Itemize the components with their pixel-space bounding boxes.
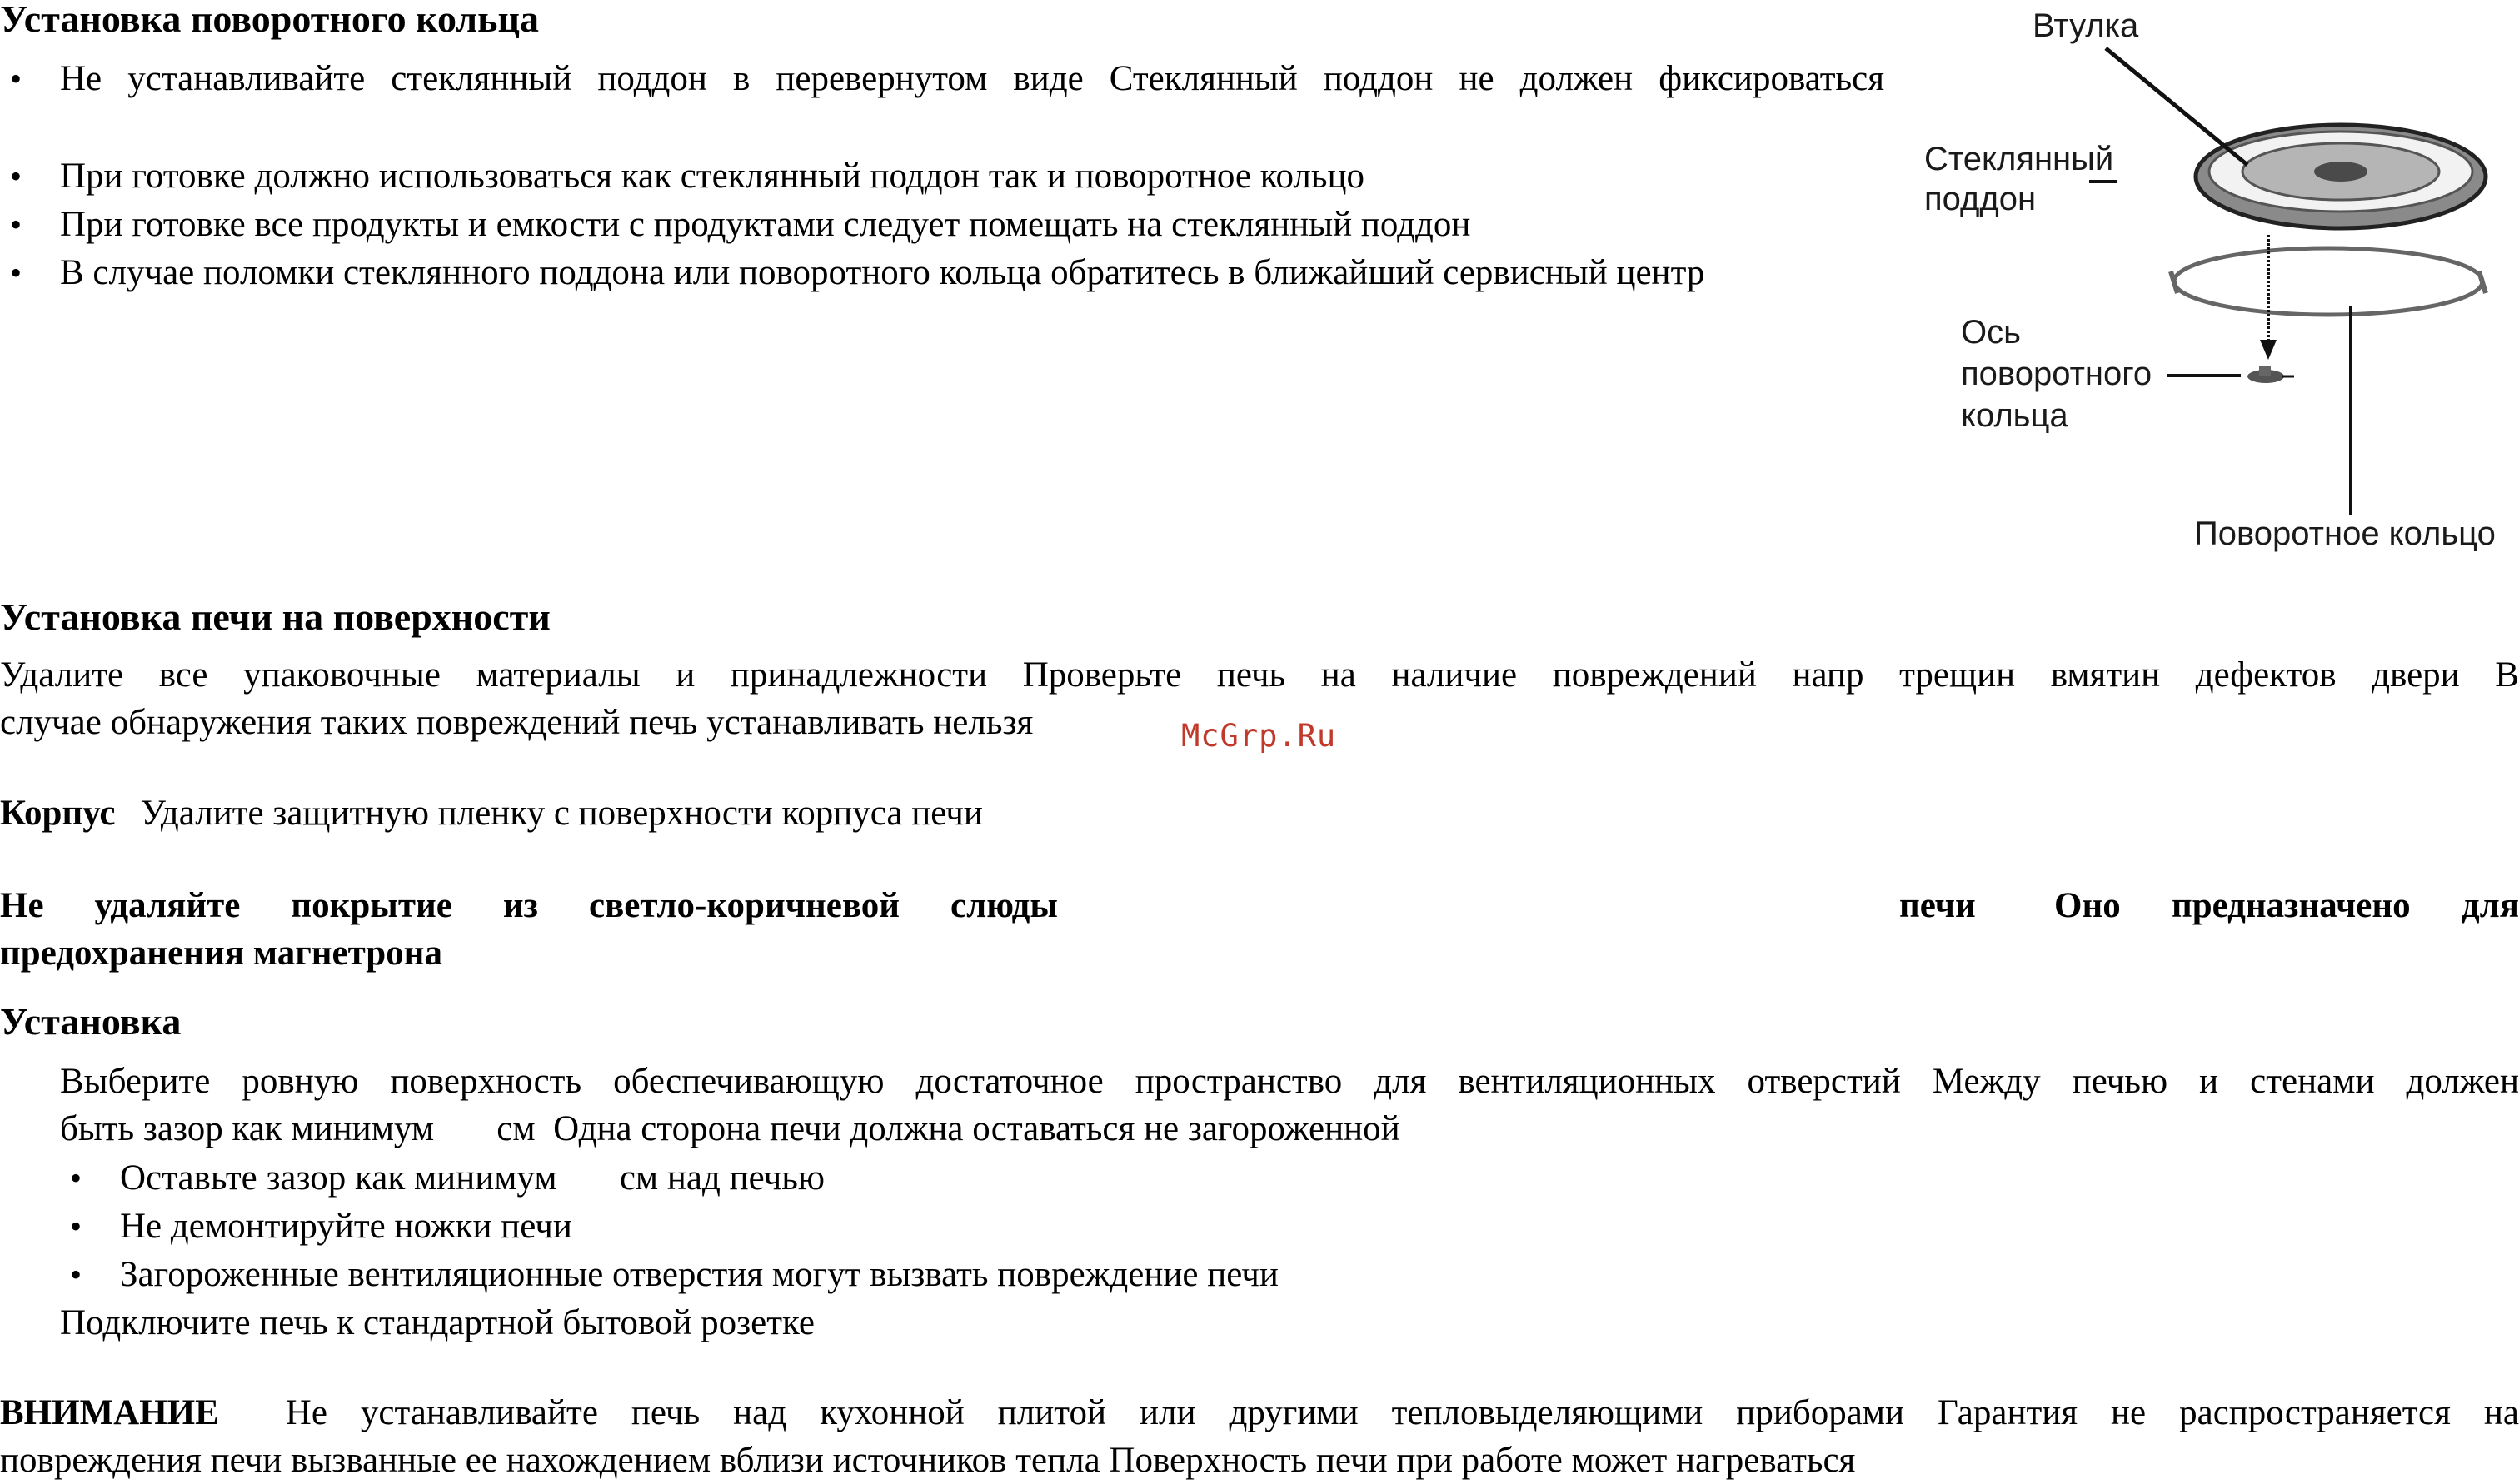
label-glass-tray-1: Стеклянный <box>1924 141 2114 177</box>
label-hub: Втулка <box>2033 7 2139 44</box>
mica-warning-line2: предохранения магнетрона <box>0 934 442 973</box>
mica-warning-line1 <box>0 882 2519 929</box>
mica-warning-part2: печи <box>1899 886 1976 925</box>
rotating-axis-shape <box>2247 366 2284 383</box>
bullet-icon: • <box>70 1159 82 1197</box>
list-item: • Оставьте зазор как минимум см над печью <box>120 1154 2519 1203</box>
bullet-icon: • <box>10 206 22 243</box>
list-item: • Не устанавливайте стеклянный поддон в перевернутом виде Стеклянный поддон не должен фиксироваться <box>60 55 1884 152</box>
section-title-installation: Установка <box>0 1000 182 1043</box>
turntable-diagram <box>1899 0 2519 566</box>
installation-intro-line1: Выберите ровную поверхность обеспечивающую достаточное пространство для вентиляционных отверстий Между печью и стенами должен <box>60 1062 2519 1101</box>
body-text: Удалите защитную пленку с поверхности корпуса печи <box>140 794 983 833</box>
mica-warning-part3: Оно предназначено для <box>2054 886 2519 925</box>
attention-label: ВНИМАНИЕ <box>0 1393 219 1432</box>
list-item: • В случае поломки стеклянного поддона или поворотного кольца обратитесь в ближайший сервисный центр <box>60 249 1884 296</box>
attention-text-line1: Не устанавливайте печь над кухонной плитой или другими тепловыделяющими приборами Гарантия не распространяется на <box>285 1393 2519 1432</box>
bullet-icon: • <box>70 1208 82 1245</box>
bullet-icon: • <box>10 60 22 97</box>
label-axis-1: Ось <box>1961 314 2021 351</box>
bullet-icon: • <box>10 254 22 291</box>
list-item: • Загороженные вентиляционные отверстия могут вызвать повреждение печи <box>120 1251 2519 1299</box>
list-item: • При готовке должно использоваться как стеклянный поддон так и поворотное кольцо <box>60 152 1884 201</box>
list-item: • Не демонтируйте ножки печи <box>120 1203 2519 1251</box>
section-title-placement: Установка печи на поверхности <box>0 595 551 638</box>
turntable-bullet-list <box>10 55 1884 296</box>
placement-paragraph-line1: Удалите все упаковочные материалы и принадлежности Проверьте печь на наличие повреждений напр трещин вмятин дефектов двери В <box>0 655 2519 695</box>
installation-intro-line2: быть зазор как минимум см Одна сторона печи должна оставаться не загороженной <box>60 1109 1400 1148</box>
installation-bullet-list <box>70 1154 2519 1299</box>
glass-tray-shape <box>2196 125 2486 228</box>
mica-warning-part1: Не удаляйте покрытие из светло-коричневой слюды <box>0 886 1058 925</box>
label-axis-3: кольца <box>1961 397 2068 434</box>
section-title-turntable: Установка поворотного кольца <box>0 0 540 40</box>
label-glass-tray-2: поддон <box>1924 181 2037 217</box>
bullet-icon: • <box>70 1256 82 1293</box>
label-axis-2: поворотного <box>1961 356 2152 392</box>
watermark: McGrp.Ru <box>1181 718 1337 754</box>
rotating-ring-shape <box>2171 248 2486 315</box>
body-instruction <box>0 789 983 837</box>
label-ring: Поворотное кольцо <box>2194 515 2496 552</box>
attention-line2: повреждения печи вызванные ее нахождением вблизи источников тепла Поверхность печи при работе может нагреваться <box>0 1441 1856 1480</box>
placement-paragraph-line2: случае обнаружения таких повреждений печь устанавливать нельзя <box>0 703 1034 742</box>
installation-outro: Подключите печь к стандартной бытовой розетке <box>60 1303 815 1342</box>
attention-line1 <box>0 1389 2519 1437</box>
arrow-down-icon <box>2260 340 2277 360</box>
hub-leader-line <box>2106 48 2247 165</box>
body-label: Корпус <box>0 794 116 833</box>
bullet-icon: • <box>10 157 22 195</box>
list-item: • При готовке все продукты и емкости с продуктами следует помещать на стеклянный поддон <box>60 201 1884 249</box>
